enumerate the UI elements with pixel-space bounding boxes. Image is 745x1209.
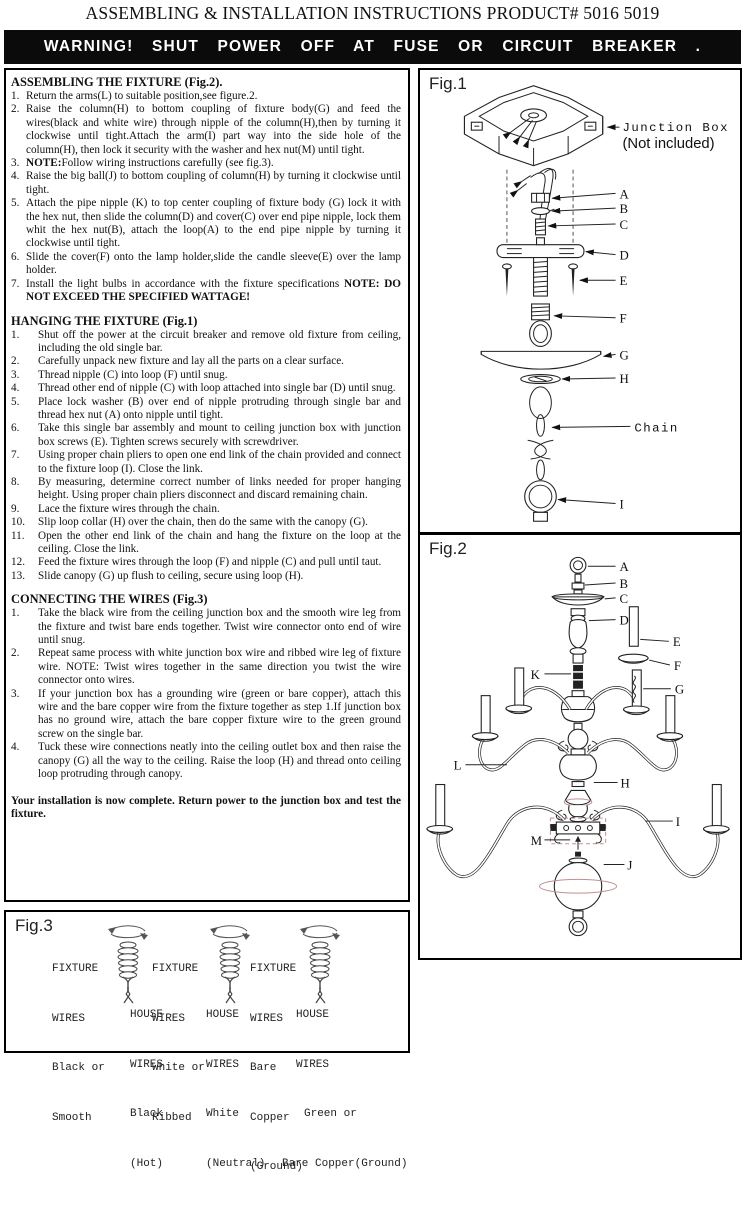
item-number: 2.: [11, 355, 20, 368]
item-number: 3.: [11, 157, 20, 170]
cover-drawing: [552, 594, 603, 605]
instruction-item: [11, 197, 401, 251]
fig3-panel: [4, 910, 410, 1173]
fig2-drawing: [420, 535, 740, 958]
item-text: Raise the column(H) to bottom coupling of fixture body(G) and feed the wires(black and white wire) through nipple of the column(H),then by turning it clockwise until tight.Attach the arm(I) part way into the side hole of the column(H), then lock it security with the washer and hex nut(M) until tight.: [26, 103, 401, 156]
item-text: Return the arms(L) to suitable position,see figure.2.: [26, 90, 258, 102]
big-ball-drawing: [540, 858, 617, 936]
fig1-part-e: E: [619, 274, 628, 289]
item-number: 6.: [11, 250, 20, 263]
item-text: Lace the fixture wires through the chain.: [38, 502, 220, 515]
item-number: 1.: [11, 328, 20, 341]
fig2-part-g: G: [674, 682, 685, 697]
fig2-part-e: E: [672, 635, 681, 650]
fig2-part-c: C: [619, 591, 629, 606]
fixture-wires-label-3: FIXTURE WIRES Bare Copper (Ground): [250, 963, 303, 1173]
instruction-item: [11, 530, 401, 557]
item-number: 4.: [11, 382, 20, 395]
item-number: 3.: [11, 687, 20, 700]
canopy-drawing: [481, 351, 601, 369]
item-number: 2.: [11, 103, 20, 116]
item-number: 1.: [11, 607, 20, 620]
fig1-part-h: H: [619, 371, 629, 386]
fig1-part-g: G: [619, 348, 629, 363]
item-text: Feed the fixture wires through the loop (F) and nipple (C) and pull until taut.: [38, 556, 382, 569]
item-number: 1.: [11, 90, 20, 102]
fig2-part-i: I: [675, 815, 681, 830]
page-title: ASSEMBLING & INSTALLATION INSTRUCTIONS PRODUCT# 5016 5019: [85, 3, 660, 23]
item-text: If your junction box has a grounding wire (green or bare copper), attach this wire and the bare copper wire from the fixture together as step 1.If junction box has no ground wire, attach the bare copper fixture wire to the green ground screw on the single bar.: [38, 687, 401, 740]
loop-collar-drawing: [521, 375, 561, 384]
instruction-item: [11, 329, 401, 356]
item-number: 13.: [11, 569, 25, 582]
instruction-item: [11, 570, 401, 583]
instruction-item: [11, 396, 401, 423]
instruction-item: [11, 369, 401, 382]
fixture-wires-label-2: FIXTURE WIRES White or Ribbed: [152, 963, 205, 1124]
nipple-drawing: [536, 219, 546, 235]
top-hex-nut-drawing: [572, 583, 584, 594]
fixture-loop-drawing: [525, 481, 557, 521]
junction-box-drawing: [464, 86, 602, 166]
instruction-item: [11, 422, 401, 449]
fig2-panel: [418, 533, 742, 960]
item-number: 12.: [11, 556, 25, 569]
fixture-body-drawing: [560, 691, 597, 787]
item-text: Using proper chain pliers to open one end link of the chain provided and connect to the fixture loop (I). Close the link.: [38, 449, 401, 475]
house-wires-label-2: HOUSE WIRES White (Neutral): [206, 1009, 266, 1170]
item-number: 7.: [11, 277, 20, 290]
instruction-item: [11, 278, 401, 305]
item-number: 4.: [11, 741, 20, 754]
instruction-item: [11, 516, 401, 529]
instruction-item: [11, 103, 401, 157]
warning-banner: [4, 30, 741, 64]
item-number: 2.: [11, 647, 20, 660]
chain-drawing: [528, 387, 554, 480]
fig2-part-f: F: [673, 658, 681, 673]
fig1-part-a: A: [619, 187, 629, 202]
fig1-panel: [418, 68, 742, 534]
lower-cover-drawing: [564, 790, 592, 821]
item-number: 5.: [11, 197, 20, 210]
fig2-part-m: M: [530, 833, 543, 848]
item-number: 8.: [11, 475, 20, 488]
column-drawing: [569, 609, 587, 663]
item-text: Tuck these wire connections neatly into the ceiling outlet box and then raise the canopy (G) all the way to the ceiling. Raise the loop (H) and thread onto ceiling loop protruding through canopy.: [38, 741, 401, 781]
junction-box-label: Junction Box: [622, 121, 730, 136]
top-loop-drawing: [570, 557, 586, 582]
instruction-item: [11, 503, 401, 516]
fig1-drawing: [420, 70, 740, 531]
instruction-item: [11, 382, 401, 395]
fig1-part-c: C: [619, 217, 629, 232]
item-text: NOTE:Follow wiring instructions carefully (see fig.3).: [26, 157, 274, 170]
item-text: Thread nipple (C) into loop (F) until snug.: [38, 368, 228, 381]
washer-nut-drawing: [575, 836, 581, 857]
item-text: Carefully unpack new fixture and lay all the parts on a clear surface.: [38, 355, 344, 368]
item-number: 10.: [11, 516, 25, 529]
item-text: Take this single bar assembly and mount to ceiling junction box with junction box screws (E). Tighten screws securely with screwdriver.: [38, 422, 401, 448]
fig2-part-h: H: [620, 776, 630, 791]
fig1-part-f: F: [619, 311, 627, 326]
instruction-item: [11, 647, 401, 687]
lock-washer-drawing: [532, 208, 555, 215]
item-number: 9.: [11, 502, 20, 515]
item-number: 4.: [11, 170, 20, 183]
bobeche-drawing: [619, 654, 649, 663]
instruction-item: [11, 355, 401, 368]
instruction-item: [11, 688, 401, 742]
fig2-part-a: A: [619, 560, 629, 575]
item-number: 5.: [11, 395, 20, 408]
fig1-part-b: B: [619, 202, 629, 217]
fig3-label: Fig.3: [15, 916, 53, 935]
item-text: Thread other end of nipple (C) with loop attached into single bar (D) until snug.: [38, 382, 396, 395]
item-text: Slide canopy (G) up flush to ceiling, secure using loop (H).: [38, 569, 304, 582]
item-text: Attach the pipe nipple (K) to top center coupling of fixture body (G) lock it with the hex nut, then slide the column(D) and cover(C) over end pipe nipple, lock them whit the hex nut(B), attach the loop(A) to the end pipe nipple by turning it clockwise until tight.: [26, 197, 401, 250]
fig1-part-d: D: [619, 248, 629, 263]
junction-box-note: (Not included): [622, 135, 715, 152]
closing-note: Your installation is now complete. Return power to the junction box and test the fixture.: [11, 794, 401, 820]
item-text: Repeat same process with white junction box wire and ribbed wire leg of fixture wire. NOTE: Twist wires together in the same direction you twist the wire connector onto wires.: [38, 647, 401, 687]
section-heading: ASSEMBLING THE FIXTURE (Fig.2).: [11, 75, 223, 89]
item-number: 7.: [11, 449, 20, 462]
instruction-item: [11, 90, 401, 103]
fig2-part-k: K: [530, 667, 540, 682]
instruction-item: [11, 157, 401, 170]
item-text: Take the black wire from the ceiling junction box and the smooth wire leg from the fixture and twist bare ends together. Twist wire connector onto end of wire until snug.: [38, 607, 401, 647]
item-number: 6.: [11, 422, 20, 435]
loop-drawing: [530, 304, 552, 346]
instruction-item: [11, 476, 401, 503]
item-text: By measuring, determine correct number of links needed for proper hanging height. Using proper chain pliers disconnect and discard remaining chain.: [38, 475, 401, 502]
item-text: Install the light bulbs in accordance with the fixture specifications NOTE: DO NOT EXCEED THE SPECIFIED WATTAGE!: [26, 277, 402, 304]
instruction-item: [11, 170, 401, 197]
fig1-chain-label: Chain: [634, 421, 679, 436]
section-heading: HANGING THE FIXTURE (Fig.1): [11, 313, 198, 328]
fig2-part-d: D: [619, 613, 629, 628]
item-text: Raise the big ball(J) to bottom coupling of column(H) by turning it clockwise until tight.: [26, 170, 401, 196]
item-text: Open the other end link of the chain and hang the fixture on the loop at the ceiling. Close the link.: [38, 529, 401, 555]
instruction-item: [11, 251, 401, 278]
item-text: Place lock washer (B) over end of nipple protruding through single bar and thread hex nut (A) onto nipple until tight.: [38, 395, 401, 421]
fig1-label: Fig.1: [429, 74, 467, 93]
instructions-panel: [4, 68, 410, 902]
instruction-item: [11, 607, 401, 647]
hex-nut-drawing: [532, 193, 550, 202]
instruction-item: [11, 449, 401, 476]
house-wires-label-3: HOUSE WIRES Green or Bare Copper(Ground): [282, 1009, 408, 1170]
fig1-callouts: [548, 187, 678, 511]
warning-text: WARNING! SHUT POWER OFF AT FUSE OR CIRCUIT BREAKER .: [43, 38, 702, 55]
fig2-label: Fig.2: [429, 539, 467, 558]
instruction-sections: [11, 75, 401, 782]
fixture-wires-label-1: FIXTURE WIRES Black or Smooth: [52, 963, 105, 1124]
instruction-item: [11, 556, 401, 569]
fig2-part-b: B: [619, 576, 629, 591]
instruction-item: [11, 741, 401, 781]
item-text: Shut off the power at the circuit breaker and remove old fixture from ceiling, including the old single bar.: [38, 328, 401, 354]
item-text: Slide the cover(F) onto the lamp holder,slide the candle sleeve(E) over the lamp holder.: [26, 250, 401, 277]
item-number: 3.: [11, 368, 20, 381]
section-heading: CONNECTING THE WIRES (Fig.3): [11, 592, 208, 607]
fig2-part-l: L: [453, 758, 462, 773]
item-text: Slip loop collar (H) over the chain, then do the same with the canopy (G).: [38, 516, 368, 529]
item-number: 11.: [11, 529, 25, 542]
pipe-nipple-drawing: [573, 665, 583, 689]
candle-sleeve-drawing: [629, 607, 638, 647]
house-wires-label-1: HOUSE WIRES Black (Hot): [130, 1009, 164, 1170]
fig2-part-j: J: [627, 858, 633, 873]
fig1-part-i: I: [619, 497, 624, 512]
